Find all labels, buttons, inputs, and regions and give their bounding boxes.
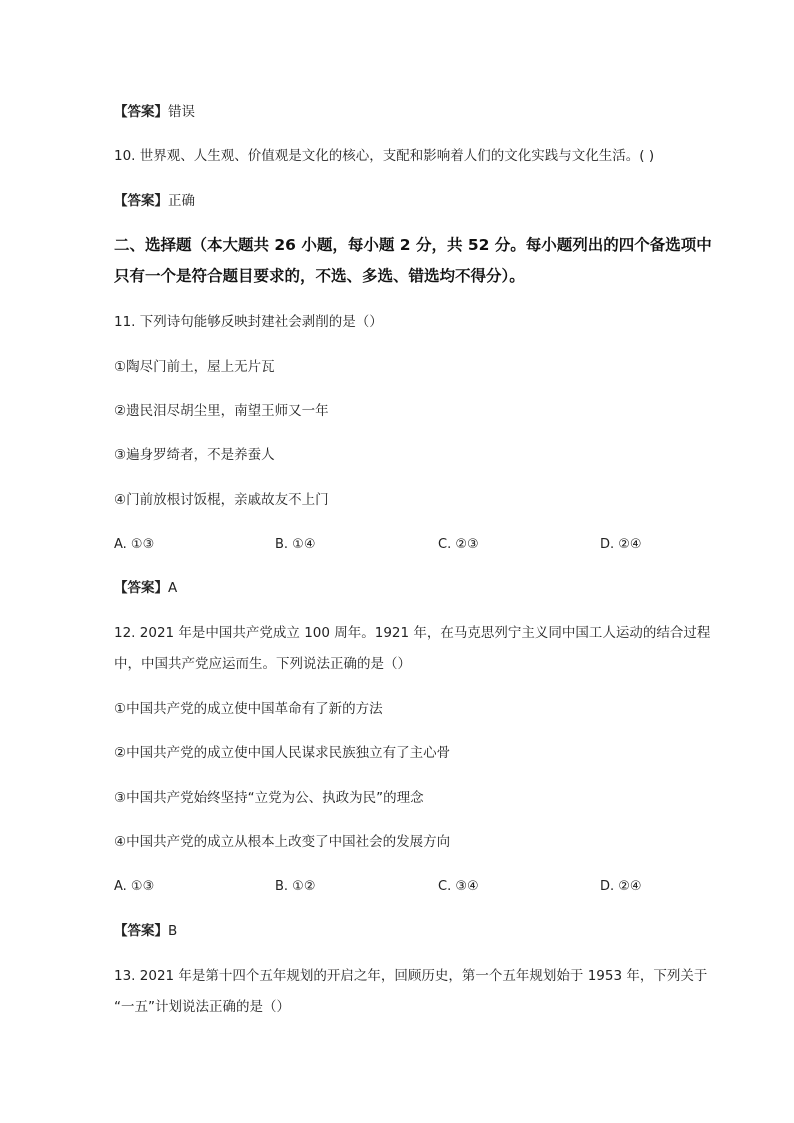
question-12-option-a: A. ①③ xyxy=(114,879,155,894)
question-11-option-b: B. ①④ xyxy=(275,537,316,552)
answer-line xyxy=(114,578,177,598)
answer-value: B xyxy=(168,923,178,939)
question-11-item: ②遗民泪尽胡尘里，南望王师又一年 xyxy=(114,403,329,419)
answer-value: 错误 xyxy=(168,104,195,120)
question-11-option-a: A. ①③ xyxy=(114,537,155,552)
answer-line xyxy=(114,191,195,211)
answer-tag: 【答案】 xyxy=(114,104,168,120)
section-heading: 二、选择题（本大题共 26 小题，每小题 2 分，共 52 分。每小题列出的四个备选项中 xyxy=(114,236,712,254)
question-12-item: ②中国共产党的成立使中国人民谋求民族独立有了主心骨 xyxy=(114,745,451,761)
question-11-item: ③遍身罗绮者，不是养蚕人 xyxy=(114,447,275,463)
question-12-item: ①中国共产党的成立使中国革命有了新的方法 xyxy=(114,701,383,717)
answer-value: A xyxy=(168,580,178,596)
answer-value: 正确 xyxy=(168,193,195,209)
question-11-item: ④门前放根讨饭棍，亲戚故友不上门 xyxy=(114,492,329,508)
question-13-stem-cont: “一五”计划说法正确的是（） xyxy=(114,999,290,1015)
question-12-stem-cont: 中，中国共产党应运而生。下列说法正确的是（） xyxy=(114,656,411,672)
answer-tag: 【答案】 xyxy=(114,923,168,939)
question-12-option-d: D. ②④ xyxy=(600,879,642,894)
question-11-item: ①陶尽门前土，屋上无片瓦 xyxy=(114,359,275,375)
question-12-option-b: B. ①② xyxy=(275,879,316,894)
answer-line xyxy=(114,921,177,941)
question-11-option-d: D. ②④ xyxy=(600,537,642,552)
question-10: 10. 世界观、人生观、价值观是文化的核心，支配和影响着人们的文化实践与文化生活。( ) xyxy=(114,148,655,164)
question-12-item: ④中国共产党的成立从根本上改变了中国社会的发展方向 xyxy=(114,834,451,850)
question-11-stem: 11. 下列诗句能够反映封建社会剥削的是（） xyxy=(114,314,383,330)
question-12-stem: 12. 2021 年是中国共产党成立 100 周年。1921 年，在马克思列宁主义同中国工人运动的结合过程 xyxy=(114,625,711,641)
question-13-stem: 13. 2021 年是第十四个五年规划的开启之年，回顾历史，第一个五年规划始于 1953 年，下列关于 xyxy=(114,968,708,984)
section-heading-cont: 只有一个是符合题目要求的，不选、多选、错选均不得分）。 xyxy=(114,267,525,285)
question-11-option-c: C. ②③ xyxy=(438,537,479,552)
question-12-item: ③中国共产党始终坚持“立党为公、执政为民”的理念 xyxy=(114,790,424,806)
answer-line xyxy=(114,102,195,122)
question-12-option-c: C. ③④ xyxy=(438,879,479,894)
answer-tag: 【答案】 xyxy=(114,193,168,209)
answer-tag: 【答案】 xyxy=(114,580,168,596)
